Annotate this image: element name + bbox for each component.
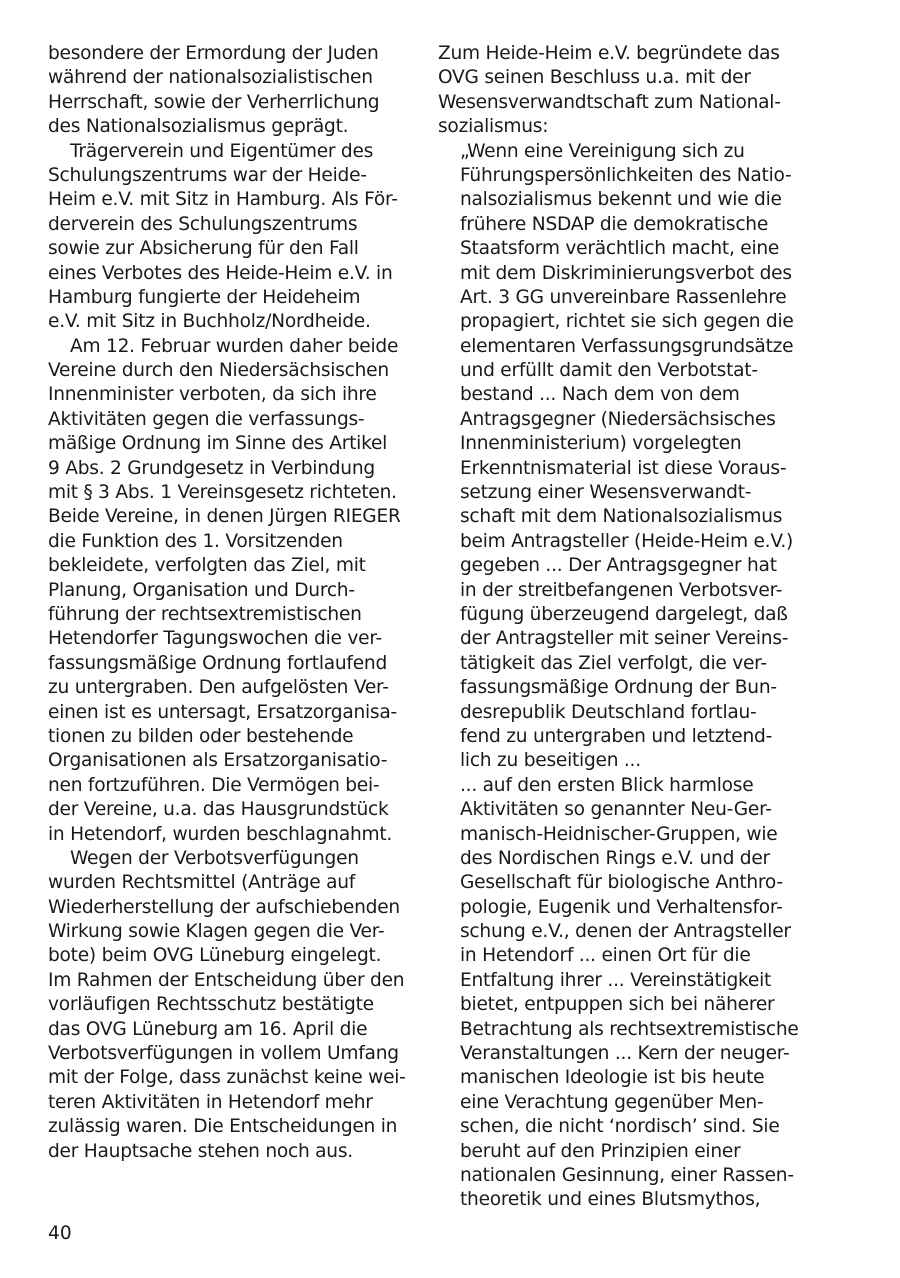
text-line: beim Antragsteller (Heide-Heim e.V.) xyxy=(460,530,794,552)
text-line: Betrachtung als rechtsextremistische xyxy=(460,1018,799,1040)
left_column-paragraph-2 xyxy=(48,140,408,335)
text-line: pologie, Eugenik und Verhaltensfor- xyxy=(460,896,783,918)
text-line: Verbotsverfügungen in vollem Umfang xyxy=(48,1043,399,1065)
text-line: Innenministerium) vorgelegten xyxy=(460,433,742,455)
text-line: fend zu untergraben und letztend- xyxy=(460,725,773,747)
text-line: propagiert, richtet sie sich gegen die xyxy=(460,311,794,333)
text-line: bote) beim OVG Lüneburg eingelegt. xyxy=(48,945,382,967)
text-line: Innenminister verboten, da sich ihre xyxy=(48,384,377,406)
right_column-intro-1 xyxy=(438,42,813,140)
text-line: tionen zu bilden oder bestehende xyxy=(48,725,354,747)
text-line: Antragsgegner (Niedersächsisches xyxy=(460,408,776,430)
text-line: Aktivitäten gegen die verfassungs- xyxy=(48,408,365,430)
text-line: bestand ... Nach dem von dem xyxy=(460,384,740,406)
text-line: Trägerverein und Eigentümer des xyxy=(70,140,374,162)
text-line: theoretik und eines Blutsmythos, xyxy=(460,1189,761,1211)
text-line: der Hauptsache stehen noch aus. xyxy=(48,1140,353,1162)
text-line: Veranstaltungen ... Kern der neuger- xyxy=(460,1043,790,1065)
text-line: elementaren Verfassungsgrundsätze xyxy=(460,335,794,357)
text-line: besondere der Ermordung der Juden xyxy=(48,43,379,64)
text-line: gegeben ... Der Antragsgegner hat xyxy=(460,555,777,577)
left_column-paragraph-1 xyxy=(48,42,408,140)
text-line: mit der Folge, dass zunächst keine wei- xyxy=(48,1067,406,1089)
text-line: fassungsmäßige Ordnung der Bun- xyxy=(460,677,777,699)
text-line: „Wenn eine Vereinigung sich zu xyxy=(460,140,745,162)
text-line: in der streitbefangenen Verbotsver- xyxy=(460,579,783,601)
text-line: mäßige Ordnung im Sinne des Artikel xyxy=(48,433,388,455)
page-number: 40 xyxy=(48,1223,72,1244)
text-line: frühere NSDAP die demokratische xyxy=(460,213,769,235)
right_column-quote-2 xyxy=(438,140,813,1213)
text-line: Hetendorfer Tagungswochen die ver- xyxy=(48,628,382,650)
text-line: sowie zur Absicherung für den Fall xyxy=(48,238,359,260)
text-line: Organisationen als Ersatzorganisatio- xyxy=(48,750,388,772)
text-line: wurden Rechtsmittel (Anträge auf xyxy=(48,872,356,894)
text-line: in Hetendorf ... einen Ort für die xyxy=(460,945,751,967)
text-line: Aktivitäten so genannter Neu-Ger- xyxy=(460,799,772,821)
text-line: schung e.V., denen der Antragsteller xyxy=(460,921,791,943)
text-line: Entfaltung ihrer ... Vereinstätigkeit xyxy=(460,969,772,991)
text-line: Wirkung sowie Klagen gegen die Ver- xyxy=(48,921,385,943)
text-line: des Nordischen Rings e.V. und der xyxy=(460,847,770,869)
text-line: manisch-Heidnischer-Gruppen, wie xyxy=(460,823,778,845)
text-line: eine Verachtung gegenüber Men- xyxy=(460,1091,764,1113)
text-line: die Funktion des 1. Vorsitzenden xyxy=(48,530,343,552)
text-line: zu untergraben. Den aufgelösten Ver- xyxy=(48,677,389,699)
text-line: nalsozialismus bekennt und wie die xyxy=(460,189,782,211)
left-text-column xyxy=(48,42,408,1164)
text-line: tätigkeit das Ziel verfolgt, die ver- xyxy=(460,652,767,674)
text-line: bekleidete, verfolgten das Ziel, mit xyxy=(48,555,366,577)
text-line: sozialismus: xyxy=(438,116,549,138)
text-line: der Antragsteller mit seiner Vereins- xyxy=(460,628,789,650)
text-line: Vereine durch den Niedersächsischen xyxy=(48,360,389,382)
text-line: Zum Heide-Heim e.V. begründete das xyxy=(438,43,780,64)
text-line: zulässig waren. Die Entscheidungen in xyxy=(48,1116,398,1138)
text-line: Wiederherstellung der aufschiebenden xyxy=(48,896,400,918)
text-line: schaft mit dem Nationalsozialismus xyxy=(460,506,783,528)
text-line: beruht auf den Prinzipien einer xyxy=(460,1140,741,1162)
text-line: Schulungszentrums war der Heide- xyxy=(48,164,367,186)
text-line: Art. 3 GG unvereinbare Rassenlehre xyxy=(460,286,787,308)
text-line: der Vereine, u.a. das Hausgrundstück xyxy=(48,799,389,821)
text-line: Gesellschaft für biologische Anthro- xyxy=(460,872,783,894)
text-line: Erkenntnismaterial ist diese Voraus- xyxy=(460,457,787,479)
text-line: desrepublik Deutschland fortlau- xyxy=(460,701,757,723)
text-line: schen, die nicht ‘nordisch’ sind. Sie xyxy=(460,1116,780,1138)
text-line: OVG seinen Beschluss u.a. mit der xyxy=(438,67,751,89)
text-line: Führungspersönlichkeiten des Natio- xyxy=(460,164,792,186)
text-line: Heim e.V. mit Sitz in Hamburg. Als För- xyxy=(48,189,398,211)
text-line: Hamburg fungierte der Heideheim xyxy=(48,286,361,308)
text-line: Wesensverwandtschaft zum National- xyxy=(438,91,781,113)
text-line: nationalen Gesinnung, einer Rassen- xyxy=(460,1164,794,1186)
text-line: 9 Abs. 2 Grundgesetz in Verbindung xyxy=(48,457,375,479)
text-line: ... auf den ersten Blick harmlose xyxy=(460,774,754,796)
text-line: Wegen der Verbotsverfügungen xyxy=(70,847,359,869)
right-text-column xyxy=(438,42,813,1213)
text-line: nen fortzuführen. Die Vermögen bei- xyxy=(48,774,380,796)
text-line: e.V. mit Sitz in Buchholz/Nordheide. xyxy=(48,311,371,333)
text-line: des Nationalsozialismus geprägt. xyxy=(48,116,349,138)
left_column-paragraph-3 xyxy=(48,335,408,847)
text-line: während der nationalsozialistischen xyxy=(48,67,373,89)
text-line: lich zu beseitigen ... xyxy=(460,750,641,772)
text-line: manischen Ideologie ist bis heute xyxy=(460,1067,765,1089)
text-line: in Hetendorf, wurden beschlagnahmt. xyxy=(48,823,393,845)
text-line: und erfüllt damit den Verbotstat- xyxy=(460,360,758,382)
text-line: fügung überzeugend dargelegt, daß xyxy=(460,603,788,625)
text-line: teren Aktivitäten in Hetendorf mehr xyxy=(48,1091,373,1113)
text-line: eines Verbotes des Heide-Heim e.V. in xyxy=(48,262,393,284)
text-line: mit § 3 Abs. 1 Vereinsgesetz richteten. xyxy=(48,482,397,504)
text-line: Planung, Organisation und Durch- xyxy=(48,579,355,601)
text-line: Herrschaft, sowie der Verherrlichung xyxy=(48,91,380,113)
text-line: das OVG Lüneburg am 16. April die xyxy=(48,1018,368,1040)
text-line: setzung einer Wesensverwandt- xyxy=(460,482,752,504)
text-line: bietet, entpuppen sich bei näherer xyxy=(460,994,775,1016)
left_column-paragraph-4 xyxy=(48,847,408,1164)
text-line: mit dem Diskriminierungsverbot des xyxy=(460,262,792,284)
text-line: Am 12. Februar wurden daher beide xyxy=(70,335,399,357)
text-line: führung der rechtsextremistischen xyxy=(48,603,362,625)
text-line: vorläufigen Rechtsschutz bestätigte xyxy=(48,994,374,1016)
text-line: Staatsform verächtlich macht, eine xyxy=(460,238,780,260)
text-line: einen ist es untersagt, Ersatzorganisa- xyxy=(48,701,397,723)
text-line: Im Rahmen der Entscheidung über den xyxy=(48,969,405,991)
text-line: Beide Vereine, in denen Jürgen RIEGER xyxy=(48,506,401,528)
text-line: derverein des Schulungszentrums xyxy=(48,213,358,235)
text-line: fassungsmäßige Ordnung fortlaufend xyxy=(48,652,388,674)
